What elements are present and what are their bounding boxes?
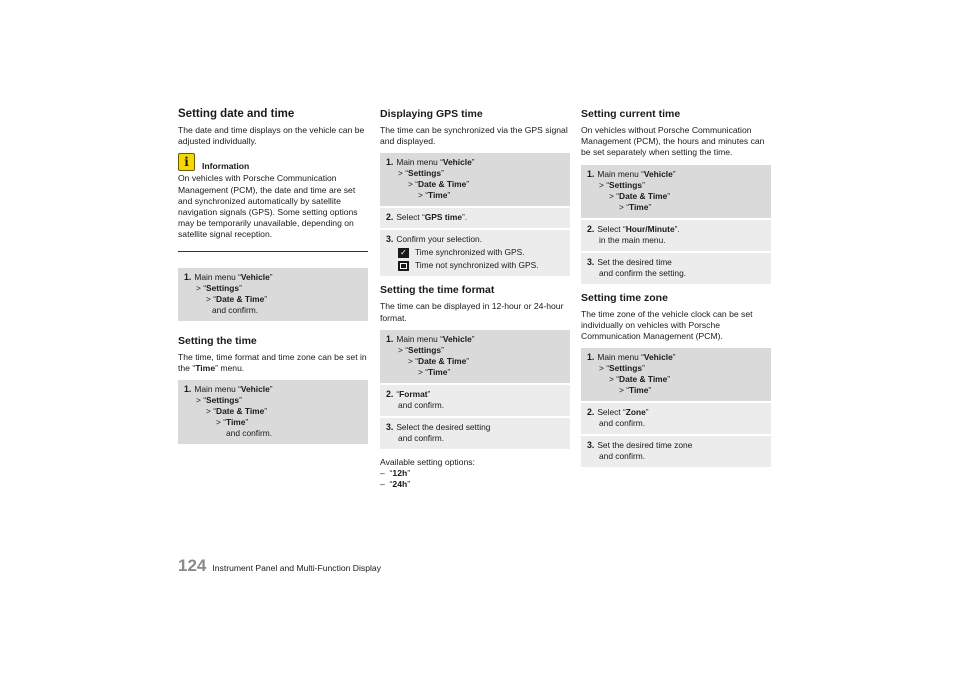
empty-box-icon <box>398 261 409 271</box>
information-title: Information <box>202 161 250 172</box>
confirm-text: and confirm. <box>226 428 273 439</box>
arrow: > “ <box>599 363 610 374</box>
menu-hour-minute: Hour/Minute <box>625 223 675 234</box>
step-text: Select “ <box>396 212 425 223</box>
arrow: > “ <box>408 355 419 366</box>
menu-vehicle: Vehicle <box>240 271 270 282</box>
step-text: Select “ <box>597 407 626 418</box>
menu-settings: Settings <box>206 395 240 406</box>
arrow: > “ <box>196 282 207 293</box>
menu-time: Time <box>629 385 649 396</box>
step-text: Set the desired time <box>597 256 672 267</box>
step-1 <box>178 380 368 444</box>
menu-time: Time <box>195 362 216 373</box>
confirm-text: and confirm the setting. <box>599 267 687 278</box>
quote: ” <box>667 190 671 201</box>
column-1 <box>178 108 368 452</box>
step-text-cont: in the main menu. <box>599 234 666 245</box>
column-2 <box>380 108 570 490</box>
step-2 <box>581 218 771 251</box>
menu-date-time: Date & Time <box>418 355 467 366</box>
arrow: > “ <box>418 190 429 201</box>
menu-date-time: Date & Time <box>418 179 467 190</box>
menu-time: Time <box>226 417 246 428</box>
section-title-time-format: Setting the time format <box>380 284 495 297</box>
steps-current-time <box>581 165 771 284</box>
arrow: > “ <box>216 417 227 428</box>
step-3 <box>581 251 771 284</box>
menu-settings: Settings <box>408 168 442 179</box>
intro-pre: The time, time format and time zone can be set in the “ <box>178 351 367 373</box>
arrow: > “ <box>206 293 217 304</box>
step-number: 1. <box>587 352 595 363</box>
quote: ” <box>466 179 470 190</box>
gps-synced-line <box>386 247 564 258</box>
step-text: Select “ <box>597 223 626 234</box>
step-text: Main menu “ <box>396 333 443 344</box>
step-number: 2. <box>386 388 394 399</box>
dash: – <box>380 468 385 479</box>
arrow: > “ <box>599 179 610 190</box>
intro-text: The date and time displays on the vehicle can be adjusted individually. <box>178 125 365 147</box>
menu-vehicle: Vehicle <box>442 157 472 168</box>
step-number: 3. <box>587 256 595 267</box>
quote: ”. <box>461 212 468 223</box>
section-title-gps-time: Displaying GPS time <box>380 108 483 120</box>
quote: ” <box>245 417 249 428</box>
arrow: > “ <box>196 395 207 406</box>
menu-settings: Settings <box>609 179 643 190</box>
quote: ” <box>441 344 444 355</box>
dash: – <box>380 479 385 490</box>
quote: ” <box>441 168 444 179</box>
quote: ” <box>269 384 273 395</box>
page-number: 124 <box>178 556 207 575</box>
step-number: 1. <box>184 384 192 395</box>
step-1 <box>581 165 771 218</box>
confirm-text: and confirm. <box>398 432 445 443</box>
step-text: Confirm your selection. <box>396 234 482 245</box>
quote: ” <box>667 374 671 385</box>
quote: ” <box>471 157 475 168</box>
steps-time-zone <box>581 348 771 467</box>
arrow: > “ <box>609 374 620 385</box>
checked-box-icon: ✓ <box>398 248 409 258</box>
step-3 <box>380 228 570 276</box>
steps-format <box>380 330 570 449</box>
column-3 <box>581 108 771 475</box>
step-text: Set the desired time zone <box>597 440 693 451</box>
available-options-label: Available setting options: <box>380 456 475 467</box>
quote: ” <box>648 201 652 212</box>
quote: ” <box>471 333 475 344</box>
menu-settings: Settings <box>206 282 240 293</box>
quote: ” <box>672 168 676 179</box>
format-intro: The time can be displayed in 12-hour or 24-hour format. <box>380 301 564 323</box>
step-number: 1. <box>184 271 192 282</box>
menu-time: Time <box>629 201 649 212</box>
step-2 <box>380 383 570 416</box>
confirm-text: and confirm. <box>398 399 445 410</box>
steps-gps <box>380 153 570 276</box>
step-number: 2. <box>386 212 394 223</box>
quote: ” <box>239 282 242 293</box>
arrow: > “ <box>609 190 620 201</box>
intro-post: ” menu. <box>215 362 245 373</box>
arrow: > “ <box>619 385 630 396</box>
quote: ” <box>672 352 676 363</box>
quote: “ <box>396 388 400 399</box>
menu-zone: Zone <box>625 407 646 418</box>
menu-date-time: Date & Time <box>216 293 265 304</box>
step-number: 3. <box>386 421 394 432</box>
information-text: On vehicles with Porsche Communication Management (PCM), the date and time are set and synchronized automatically by satellite navigation signals (GPS). Some setting options may be temporarily unavailable, depending on satellite signal reception. <box>178 173 358 240</box>
step-3 <box>581 434 771 467</box>
gps-not-synced-text: Time not synchronized with GPS. <box>415 260 539 271</box>
menu-date-time: Date & Time <box>619 190 668 201</box>
quote: ” <box>264 293 268 304</box>
menu-time: Time <box>428 366 448 377</box>
confirm-text: and confirm. <box>599 451 646 462</box>
quote: ” <box>642 363 645 374</box>
step-1 <box>581 348 771 401</box>
menu-gps-time: GPS time <box>424 212 462 223</box>
gps-intro: The time can be synchronized via the GPS signal and displayed. <box>380 125 568 147</box>
arrow: > “ <box>398 168 409 179</box>
menu-time: Time <box>428 190 448 201</box>
quote: ” <box>269 271 273 282</box>
arrow: > “ <box>418 366 429 377</box>
step-number: 3. <box>587 440 595 451</box>
step-1 <box>380 153 570 206</box>
quote: ” <box>648 385 652 396</box>
gps-synced-text: Time synchronized with GPS. <box>415 247 525 258</box>
quote: ” <box>645 407 649 418</box>
quote: ” <box>264 406 268 417</box>
section-title-setting-time: Setting the time <box>178 334 257 347</box>
step-number: 3. <box>386 234 394 245</box>
step-number: 1. <box>386 157 394 168</box>
setting-time-intro <box>178 352 368 374</box>
step-text: Select the desired setting <box>396 421 491 432</box>
quote: ”. <box>674 223 680 234</box>
section-title-current-time: Setting current time <box>581 108 681 120</box>
footer-section-title: Instrument Panel and Multi-Function Display <box>212 563 381 573</box>
menu-settings: Settings <box>408 344 442 355</box>
step-3 <box>380 416 570 449</box>
menu-vehicle: Vehicle <box>442 333 472 344</box>
quote: ” <box>466 355 470 366</box>
current-intro: On vehicles without Porsche Communication Management (PCM), the hours and minutes can be set separately when setting the time. <box>581 125 765 158</box>
steps-time <box>178 380 368 444</box>
quote: ” <box>447 366 451 377</box>
section-title-date-time: Setting date and time <box>178 108 295 120</box>
step-1 <box>178 268 368 321</box>
step-2 <box>581 401 771 434</box>
step-number: 1. <box>386 333 394 344</box>
quote: ” <box>427 388 431 399</box>
arrow: > “ <box>206 406 217 417</box>
menu-vehicle: Vehicle <box>240 384 270 395</box>
step-number: 1. <box>587 168 595 179</box>
step-text: Main menu “ <box>597 168 644 179</box>
step-text: Main menu “ <box>597 352 644 363</box>
option-12h-label: 12h <box>392 468 408 479</box>
quote: ” <box>239 395 242 406</box>
step-1 <box>380 330 570 383</box>
menu-date-time: Date & Time <box>619 374 668 385</box>
section-title-time-zone: Setting time zone <box>581 291 668 304</box>
step-number: 2. <box>587 407 595 418</box>
information-box <box>178 153 368 251</box>
confirm-text: and confirm. <box>212 304 259 315</box>
information-header <box>178 153 368 171</box>
arrow: > “ <box>619 201 630 212</box>
page-footer <box>178 556 381 576</box>
step-text: Main menu “ <box>194 384 241 395</box>
steps-date-time <box>178 268 368 321</box>
arrow: > “ <box>398 344 409 355</box>
information-icon: i <box>178 153 195 171</box>
step-number: 2. <box>587 223 595 234</box>
option-12h: – “12h” <box>380 468 411 479</box>
menu-date-time: Date & Time <box>216 406 265 417</box>
gps-not-synced-line <box>386 260 564 271</box>
zone-intro: The time zone of the vehicle clock can be set individually on vehicles with Porsche Communication Management (PCM). <box>581 308 753 342</box>
quote: ” <box>642 179 645 190</box>
confirm-text: and confirm. <box>599 418 646 429</box>
menu-settings: Settings <box>609 363 643 374</box>
option-24h: – “24h” <box>380 479 411 490</box>
arrow: > “ <box>408 179 419 190</box>
step-text: Main menu “ <box>396 157 443 168</box>
step-text: Main menu “ <box>194 271 241 282</box>
step-2 <box>380 206 570 228</box>
option-24h-label: 24h <box>392 479 408 490</box>
menu-vehicle: Vehicle <box>643 168 673 179</box>
menu-vehicle: Vehicle <box>643 352 673 363</box>
menu-format: Format <box>399 388 428 399</box>
quote: ” <box>447 190 451 201</box>
